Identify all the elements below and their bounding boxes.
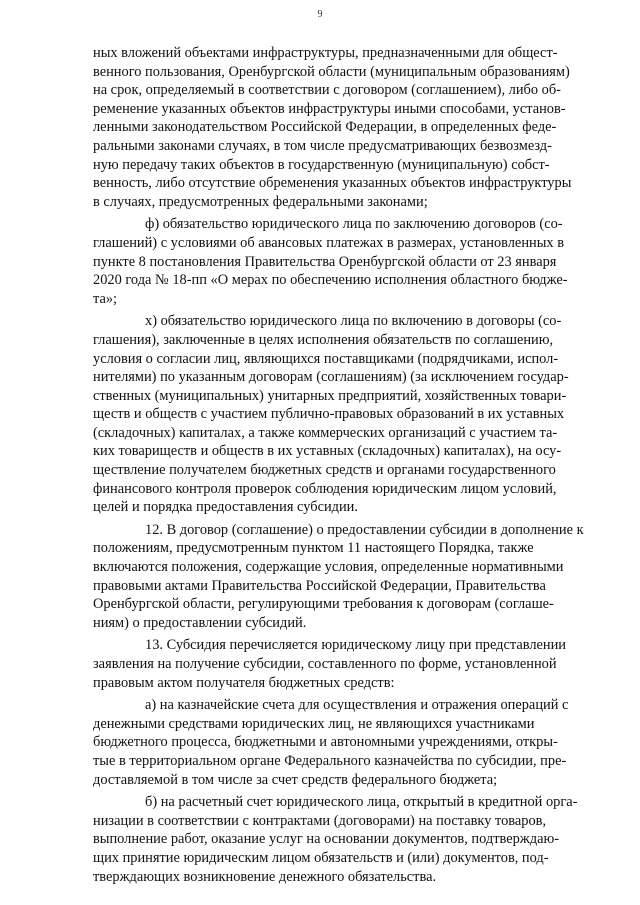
text-line: тые в территориальном органе Федерального казначейства по субсидии, пре- — [93, 752, 567, 769]
text-line: финансового контроля проверок соблюдения юридическим лицом условий, — [93, 480, 557, 497]
text-line: выполнение работ, оказание услуг на основании документов, подтверждаю- — [93, 831, 560, 848]
text-line: б) на расчетный счет юридического лица, открытый в кредитной орга- — [145, 794, 578, 811]
text-line: низации в соответствии с контрактами (договорами) на поставку товаров, — [93, 812, 547, 829]
text-line: ную передачу таких объектов в государственную (муниципальную) собст- — [93, 156, 550, 173]
text-line: на срок, определяемый в соответствии с договором (соглашением), либо об- — [93, 82, 561, 99]
text-line: 12. В договор (соглашение) о предоставлении субсидии в дополнение к — [145, 521, 584, 538]
text-line: ниям) о предоставлении субсидий. — [93, 614, 307, 631]
text-line: денежными средствами юридических лиц, не являющихся участниками — [93, 715, 535, 732]
paragraph-intro — [93, 44, 596, 211]
text-line: глашений) с условиями об авансовых платежах в размерах, установленных в — [93, 234, 564, 251]
text-line: 2020 года № 18-пп «О мерах по обеспечению исполнения областного бюдже- — [93, 272, 568, 289]
text-line: венного пользования, Оренбургской области (муниципальным образованиям) — [93, 63, 570, 80]
text-line: Оренбургской области, регулирующими требования к договорам (соглаше- — [93, 596, 554, 613]
text-line: 13. Субсидия перечисляется юридическому лицу при представлении — [145, 637, 567, 654]
text-line: ф) обязательство юридического лица по заключению договоров (со- — [145, 216, 563, 233]
text-line: ществление получателем бюджетных средств и органами государственного — [93, 462, 556, 479]
text-line: целей и порядка предоставления субсидии. — [93, 499, 358, 516]
document-body — [93, 44, 596, 886]
text-line: глашения), заключенные в целях исполнения обязательств по соглашению, — [93, 331, 554, 348]
text-line: а) на казначейские счета для осуществления и отражения операций с — [145, 697, 569, 714]
page-number: 9 — [317, 9, 323, 20]
text-line: х) обязательство юридического лица по включению в договоры (со- — [145, 313, 562, 330]
text-line: в случаях, предусмотренных федеральными законами; — [93, 193, 428, 210]
text-line: включаются положения, содержащие условия, определенные нормативными — [93, 559, 564, 576]
text-line: пункте 8 постановления Правительства Оренбургской области от 23 января — [93, 253, 557, 270]
paragraph-item-12 — [93, 521, 596, 633]
text-line: венность, либо отсутствие обременения указанных объектов инфраструктуры — [93, 175, 572, 192]
text-line: ных вложений объектами инфраструктуры, предназначенными для общест- — [93, 45, 558, 61]
text-line: положениям, предусмотренным пунктом 11 настоящего Порядка, также — [93, 540, 534, 557]
text-line: условия о согласии лиц, являющихся поставщиками (подрядчиками, испол- — [93, 350, 559, 367]
text-line: заявления на получение субсидии, составленного по форме, установленной — [93, 656, 557, 672]
paragraph-clause-f — [93, 215, 596, 308]
paragraph-item-13-b — [93, 793, 596, 886]
text-line: (складочных) капиталах, а также коммерческих организаций с участием та- — [93, 424, 558, 441]
text-line: правовыми актами Правительства Российской Федерации, Правительства — [93, 577, 546, 594]
text-line: ременение указанных объектов инфраструктуры иными способами, установ- — [93, 100, 566, 117]
text-line: ких товариществ и обществ в их уставных (складочных) капиталах), на осу- — [93, 443, 562, 460]
text-line: доставляемой в том числе за счет средств федерального бюджета; — [93, 771, 498, 788]
text-line: правовым актом получателя бюджетных средств: — [93, 674, 395, 691]
text-line: ществ и обществ с участием публично-правовых образований в их уставных — [93, 406, 565, 423]
text-line: тверждающих возникновение денежного обязательства. — [93, 868, 437, 885]
text-line: та»; — [93, 290, 118, 307]
paragraph-item-13-a — [93, 696, 596, 789]
paragraph-item-13 — [93, 636, 596, 692]
text-line: ленными законодательством Российской Федерации, в определенных феде- — [93, 119, 557, 136]
text-line: ральными законами случаях, в том числе предусматривающих безвозмезд- — [93, 137, 552, 154]
paragraph-clause-kh — [93, 312, 596, 517]
text-line: щих принятие юридическим лицом обязательств и (или) документов, под- — [93, 849, 549, 866]
text-line: нителями) по указанным договорам (соглашениям) (за исключением государ- — [93, 369, 569, 386]
text-line: ственных (муниципальных) унитарных предприятий, хозяйственных товари- — [93, 387, 567, 404]
text-line: бюджетного процесса, бюджетными и автономными учреждениями, откры- — [93, 734, 558, 751]
